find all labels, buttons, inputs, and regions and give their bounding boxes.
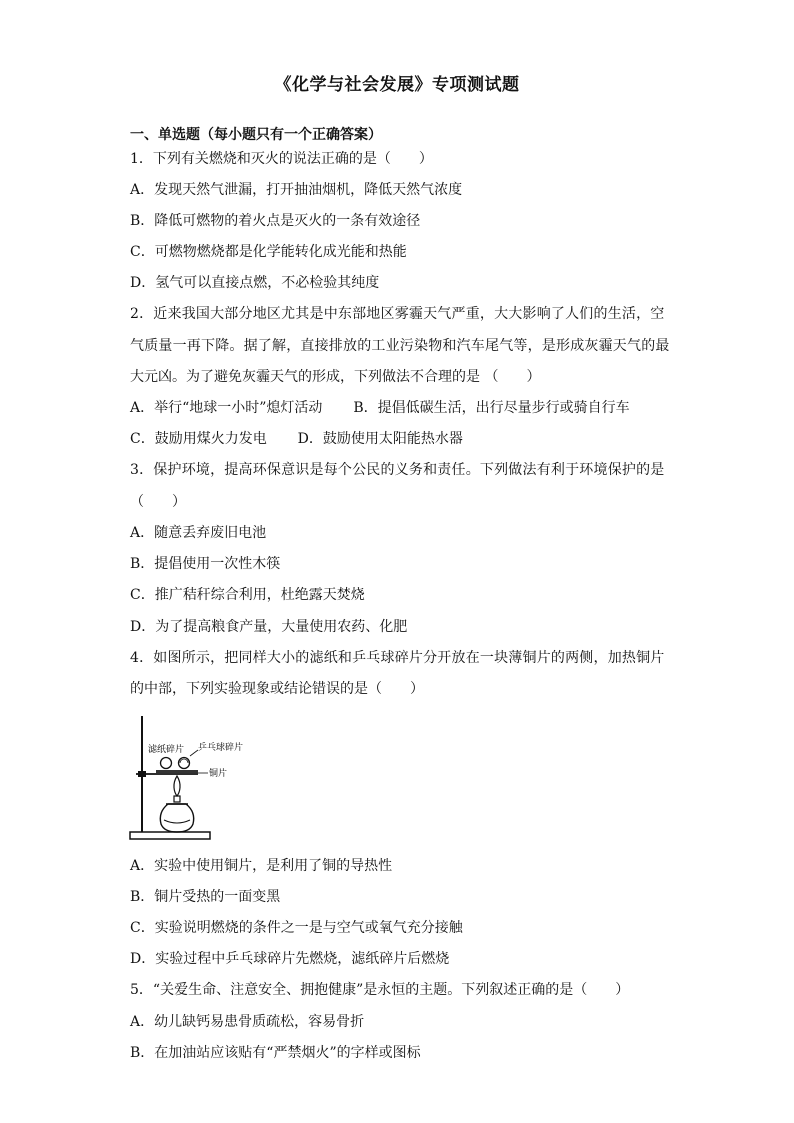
q3-option-c: C．推广秸秆综合利用，杜绝露天焚烧 (130, 587, 365, 603)
alcohol-lamp (160, 804, 193, 832)
q2-stem-line3: 大元凶。为了避免灰霾天气的形成，下列做法不合理的是 （ ） (130, 369, 541, 385)
filter-paper-piece (161, 758, 172, 769)
q4-option-d: D．实验过程中乒乓球碎片先燃烧，滤纸碎片后燃烧 (130, 951, 450, 967)
q2-option-a: A．举行“地球一小时”熄灯活动 (130, 400, 323, 416)
q1-option-a: A．发现天然气泄漏，打开抽油烟机，降低天然气浓度 (130, 182, 463, 198)
q1-option-c: C．可燃物燃烧都是化学能转化成光能和热能 (130, 244, 407, 260)
q4-stem-line1: 4．如图所示，把同样大小的滤纸和乒乓球碎片分开放在一块薄铜片的两侧，加热铜片 (130, 650, 665, 666)
stand-base (130, 832, 210, 839)
section-heading: 一、单选题（每小题只有一个正确答案） (130, 127, 382, 143)
flame (174, 776, 180, 796)
q3-option-a: A．随意丢弃废旧电池 (130, 525, 267, 541)
q4-option-c: C．实验说明燃烧的条件之一是与空气或氧气充分接触 (130, 920, 463, 936)
q2-options-cd (130, 429, 463, 449)
page-title: 《化学与社会发展》专项测试题 (274, 75, 520, 95)
q5-stem: 5．“关爱生命、注意安全、拥抱健康”是永恒的主题。下列叙述正确的是（ ） (130, 982, 630, 998)
q2-option-d: D．鼓励使用太阳能热水器 (297, 431, 463, 447)
q4-option-a: A．实验中使用铜片，是利用了铜的导热性 (130, 858, 393, 874)
copper-plate (156, 770, 198, 773)
q3-option-d: D．为了提高粮食产量，大量使用农药、化肥 (130, 619, 408, 635)
q4-stem-line2: 的中部，下列实验现象或结论错误的是（ ） (130, 681, 424, 697)
label-filter-paper: 滤纸碎片 (148, 745, 185, 755)
q5-option-a: A．幼儿缺钙易患骨质疏松，容易骨折 (130, 1014, 365, 1030)
q1-option-d: D．氢气可以直接点燃，不必检验其纯度 (130, 275, 380, 291)
label-copper: 铜片 (209, 769, 228, 779)
q2-stem-line2: 气质量一再下降。据了解，直接排放的工业污染物和汽车尾气等，是形成灰霾天气的最 (130, 338, 670, 354)
q1-stem: 1．下列有关燃烧和灭火的说法正确的是（ ） (130, 151, 433, 167)
q3-option-b: B．提倡使用一次性木筷 (130, 556, 281, 572)
experiment-figure (128, 712, 246, 844)
q2-option-c: C．鼓励用煤火力发电 (130, 431, 267, 447)
q3-stem-line2: （ ） (130, 494, 186, 510)
clamp-knob (138, 771, 146, 777)
q2-options-ab (130, 398, 630, 418)
q3-stem-line1: 3．保护环境，提高环保意识是每个公民的义务和责任。下列做法有利于环境保护的是 (130, 462, 665, 478)
q5-option-b: B．在加油站应该贴有“严禁烟火”的字样或图标 (130, 1045, 421, 1061)
q2-option-b: B．提倡低碳生活，出行尽量步行或骑自行车 (353, 400, 630, 416)
q4-option-b: B．铜片受热的一面变黑 (130, 889, 281, 905)
apparatus-diagram (128, 712, 246, 844)
q1-option-b: B．降低可燃物的着火点是灭火的一条有效途径 (130, 213, 421, 229)
label-pingpong: 乒乓球碎片 (198, 743, 244, 753)
q2-stem-line1: 2．近来我国大部分地区尤其是中东部地区雾霾天气严重，大大影响了人们的生活，空 (130, 306, 665, 322)
